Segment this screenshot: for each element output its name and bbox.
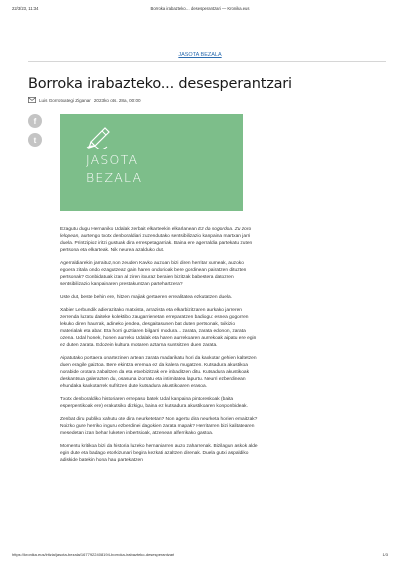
paragraph: Momentu kritikoa bizi da historia luzeko hernaniarren auzo zaharrenak. Bizilagun askok alde egin dute eta badago etorkizunari begira kezkati azaltzen direnak. Duela gutxi aspaldiko adiskide batekin hona hau partekatzen (60, 444, 258, 463)
header-divider (28, 61, 386, 62)
byline-date: 2023ko ots. 28a, 00:00 (93, 97, 141, 103)
paragraph: Xabier Lerbundik adierazitako matxista, arrazista eta elkarbizitzaren aurkako jarreren zerrenda luzatu daiteke kolektibo zaugarrienetan erreparatzen badiogu: esnea gogorren lekuko diren haurrak, adineko jendea, desgaitasunen bat duten pertsonak, txikizio materialak eta abar. Eta horri guztiaren bilgarri modura... zarata, zarata edonon, zarata ozena. Udal honek, honen aurreko Udalak eta haren aurrekoaren aurrekoak aipatu ere egin ez duten zarata. Edozein kultura motaren aztarna suntsitzen duen zarata. (60, 308, 257, 348)
print-date: 22/3/23, 11:34 (12, 6, 39, 11)
byline-author[interactable]: Luis Gorrotxategi Ziganar (39, 97, 91, 103)
paragraph: Aipatutako portaera onartezinen artean zarata madarikatu hori da kaxkotar gehien kaltetzen duen eragile gaiztoa. Bere ekintza eremua ez da kalera mugatzen. Kutsadura akustikoa norabide orotara zabaltzen da eta etxebizitzak ere inbaditzen ditu. Kutsadura akustikoak deskantsua galerazten du, osasuna izorratu eta intimitatea lapurtu. Neurri ezberdinean ehundaka kaxkotarrek sufritzen dute kutsadura akustikoaren erasoa. (60, 356, 257, 389)
pen-icon (85, 123, 115, 149)
section-link-jasota-bezala[interactable]: JASOTA BEZALA (178, 52, 222, 58)
byline (28, 97, 141, 103)
twitter-share-button[interactable] (28, 133, 42, 147)
section-banner-image (60, 114, 243, 211)
campaign-slogan: Ez da sogordoa. Zu zoro lelopean, (60, 227, 252, 239)
print-url: https://kronika.eus/iritzia/jasota-bezala/1677922408194-borroka-irabazteko-desesperantzari (12, 552, 175, 557)
print-page-title: Borroka irabazteko… desesperantzari — Kronika.eus (150, 6, 250, 11)
banner-text-line1: JASOTA (86, 152, 139, 167)
facebook-share-button[interactable] (28, 114, 42, 128)
mail-icon[interactable] (28, 97, 36, 103)
article-body (60, 226, 258, 470)
print-footer (12, 552, 388, 560)
paragraph: Zenbat diru publiko xahutu ote dira neurketetan? Non agertu dira neurketa horien emaitzak? Noizko gure herriko inguru ezberdinei dagokien zarata mapak? Herritarren bizi kalitatearen mesedetan izan behar luketen inbertsioak, atzenean alferrikako gastoa. (60, 417, 258, 436)
banner-text-line2: BEZALA (86, 170, 143, 185)
facebook-icon: f (33, 116, 37, 126)
paragraph: Ezagutu dugu Hernaniko Udalak zerbait elkarteekin elkarlanean Ez da sogordoa. Zu zoro lelopean, aurtengo txotx denboraldiari zuzendutako sentsibilizazio kanpaina martxan jarri duela. Printzipioz iritzi gustuak dira errespetagarriak. Baina ere agerraldia partekatu zuten pertsona eta elkarteak. Nik neurea azalduko dut. (60, 227, 253, 253)
paragraph: Uste dut, beste behin ere, hitzen majiak gertaeren errealitatea ezkutatzen duela. (60, 295, 233, 300)
paragraph: Txotx denboraldiko historiaren errepaso batek Udal kanpaina pintoreskoak (baita esperpentikoak ere) erakutsiko dizkigu, baina ez kutsadura akustikoaren konponbideak. (60, 397, 248, 409)
print-header (12, 6, 388, 14)
article-headline: Borroka irabazteko... desesperantzari (28, 76, 292, 92)
share-buttons (28, 114, 43, 152)
paragraph: Agerraldiarekin jarraituz,non zeuden Kavko auzoan bizi diren herritar xumeak, auzoko egoera zitala ondo ezagutzeaz gain haren ondorioak bere gordinean pairatzen dituzten pertsonak? Gonbidatuak izan al ziren itxuraz beraien bizitzak babestera datozren sentsibilizazio kanpainaren prestakuntzan partehartzera? (60, 261, 247, 287)
twitter-icon: t (33, 135, 37, 145)
print-page-number: 1/3 (382, 552, 388, 557)
